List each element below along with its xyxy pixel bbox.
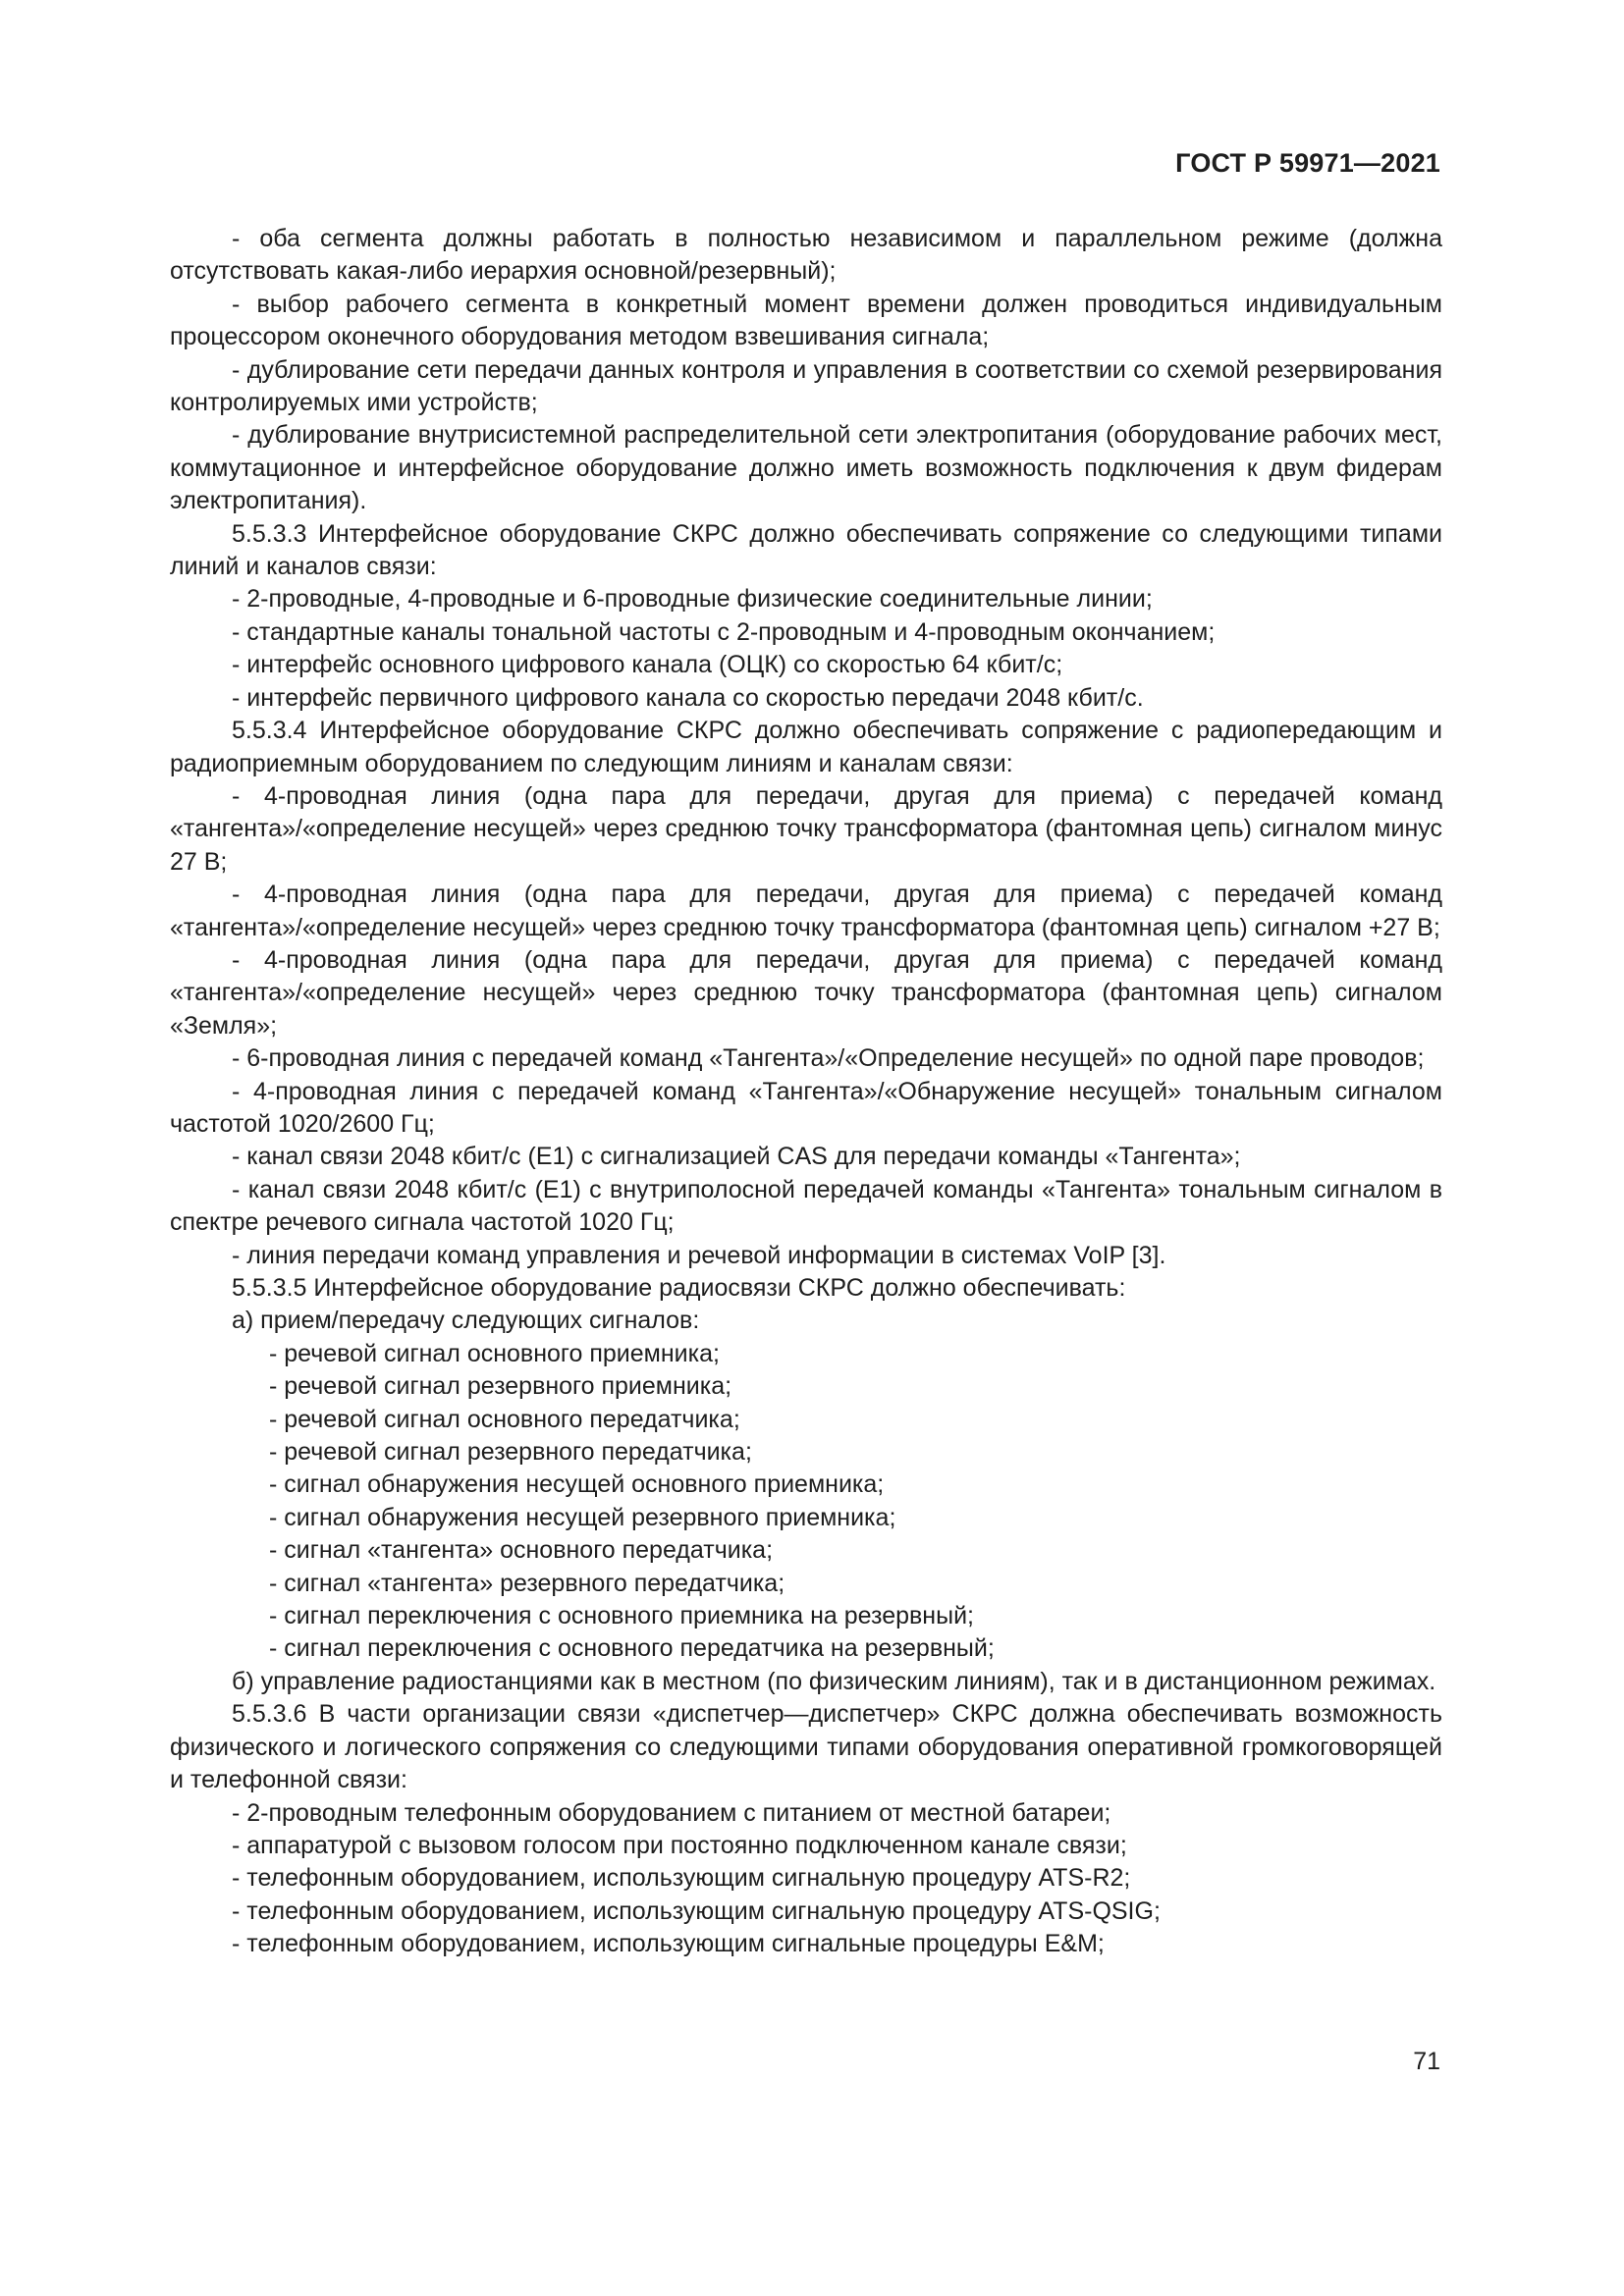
paragraph: - 2-проводным телефонным оборудованием с питанием от местной батареи; (232, 1798, 1111, 1827)
paragraph: - 4-проводная линия (одна пара для передачи, другая для приема) с передачей команд «тангента»/«определение несущей» через среднюю точку трансформатора (фантомная цепь) сигналом +27 В; (170, 881, 1442, 941)
paragraph: - канал связи 2048 кбит/с (Е1) с внутриполосной передачей команды «Тангента» тональным сигналом в спектре речевого сигнала частотой 1020 Гц; (170, 1175, 1442, 1237)
paragraph: - речевой сигнал резервного передатчика; (269, 1438, 752, 1467)
paragraph: - интерфейс основного цифрового канала (ОЦК) со скоростью 64 кбит/с; (232, 651, 1063, 679)
paragraph: - 4-проводная линия с передачей команд «Тангента»/«Обнаружение несущей» тональным сигналом частотой 1020/2600 Гц; (170, 1077, 1442, 1138)
page-body (170, 223, 1442, 1961)
paragraph: - сигнал «тангента» основного передатчика; (269, 1536, 774, 1565)
paragraph: - телефонным оборудованием, использующим сигнальные процедуры E&M; (232, 1930, 1105, 1958)
paragraph: - аппаратурой с вызовом голосом при постоянно подключенном канале связи; (232, 1831, 1127, 1859)
paragraph: - стандартные каналы тональной частоты с 2-проводным и 4-проводным окончанием; (232, 617, 1216, 646)
paragraph: 5.5.3.5 Интерфейсное оборудование радиосвязи СКРС должно обеспечивать: (232, 1274, 1126, 1302)
paragraph: - сигнал обнаружения несущей основного приемника; (269, 1470, 885, 1499)
paragraph: - линия передачи команд управления и речевой информации в системах VoIP [3]. (232, 1241, 1166, 1269)
paragraph: - выбор рабочего сегмента в конкретный момент времени должен проводиться индивидуальным процессором оконечного оборудования методом взвешивания сигнала; (170, 290, 1442, 351)
paragraph: - интерфейс первичного цифрового канала со скоростью передачи 2048 кбит/с. (232, 683, 1144, 712)
paragraph: - телефонным оборудованием, использующим сигнальную процедуру ATS-QSIG; (232, 1896, 1161, 1925)
page-number: 71 (1413, 2048, 1440, 2075)
paragraph: - дублирование внутрисистемной распределительной сети электропитания (оборудование рабочих мест, коммутационное и интерфейсное оборудование должно иметь возможность подключения к двум фидерам электропитания). (170, 421, 1442, 515)
paragraph: - оба сегмента должны работать в полностью независимом и параллельном режиме (должна отсутствовать какая-либо иерархия основной/резервный); (170, 225, 1442, 286)
paragraph: - 2-проводные, 4-проводные и 6-проводные физические соединительные линии; (232, 585, 1153, 614)
paragraph: - сигнал переключения с основного передатчика на резервный; (269, 1634, 995, 1663)
paragraph: - речевой сигнал резервного приемника; (269, 1372, 732, 1401)
paragraph: - телефонным оборудованием, использующим сигнальную процедуру ATS-R2; (232, 1864, 1131, 1893)
paragraph: 5.5.3.3 Интерфейсное оборудование СКРС должно обеспечивать сопряжение со следующими типами линий и каналов связи: (170, 519, 1442, 581)
paragraph: а) прием/передачу следующих сигналов: (232, 1307, 700, 1335)
paragraph: - речевой сигнал основного передатчика; (269, 1405, 740, 1433)
paragraph: - 6-проводная линия с передачей команд «Тангента»/«Определение несущей» по одной паре проводов; (232, 1044, 1425, 1073)
paragraph: 5.5.3.6 В части организации связи «диспетчер—диспетчер» СКРС должна обеспечивать возможность физического и логического сопряжения со следующими типами оборудования оперативной громкоговорящей и телефонной связи: (170, 1700, 1442, 1794)
paragraph: - 4-проводная линия (одна пара для передачи, другая для приема) с передачей команд «тангента»/«определение несущей» через среднюю точку трансформатора (фантомная цепь) сигналом «Земля»; (170, 945, 1442, 1040)
paragraph: - канал связи 2048 кбит/с (Е1) с сигнализацией CAS для передачи команды «Тангента»; (232, 1143, 1241, 1171)
document-header-id: ГОСТ Р 59971—2021 (1175, 148, 1440, 178)
paragraph: - сигнал обнаружения несущей резервного приемника; (269, 1503, 896, 1531)
paragraph: - дублирование сети передачи данных контроля и управления в соответствии со схемой резервирования контролируемых ими устройств; (170, 355, 1442, 417)
paragraph: б) управление радиостанциями как в местном (по физическим линиям), так и в дистанционном режимах. (232, 1667, 1436, 1695)
paragraph: - 4-проводная линия (одна пара для передачи, другая для приема) с передачей команд «тангента»/«определение несущей» через среднюю точку трансформатора (фантомная цепь) сигналом минус 27 В; (170, 781, 1442, 876)
paragraph: - сигнал «тангента» резервного передатчика; (269, 1569, 785, 1597)
paragraph: - сигнал переключения с основного приемника на резервный; (269, 1602, 974, 1630)
paragraph: 5.5.3.4 Интерфейсное оборудование СКРС должно обеспечивать сопряжение с радиопередающим и радиоприемным оборудованием по следующим линиям и каналам связи: (170, 717, 1442, 777)
paragraph: - речевой сигнал основного приемника; (269, 1339, 720, 1367)
